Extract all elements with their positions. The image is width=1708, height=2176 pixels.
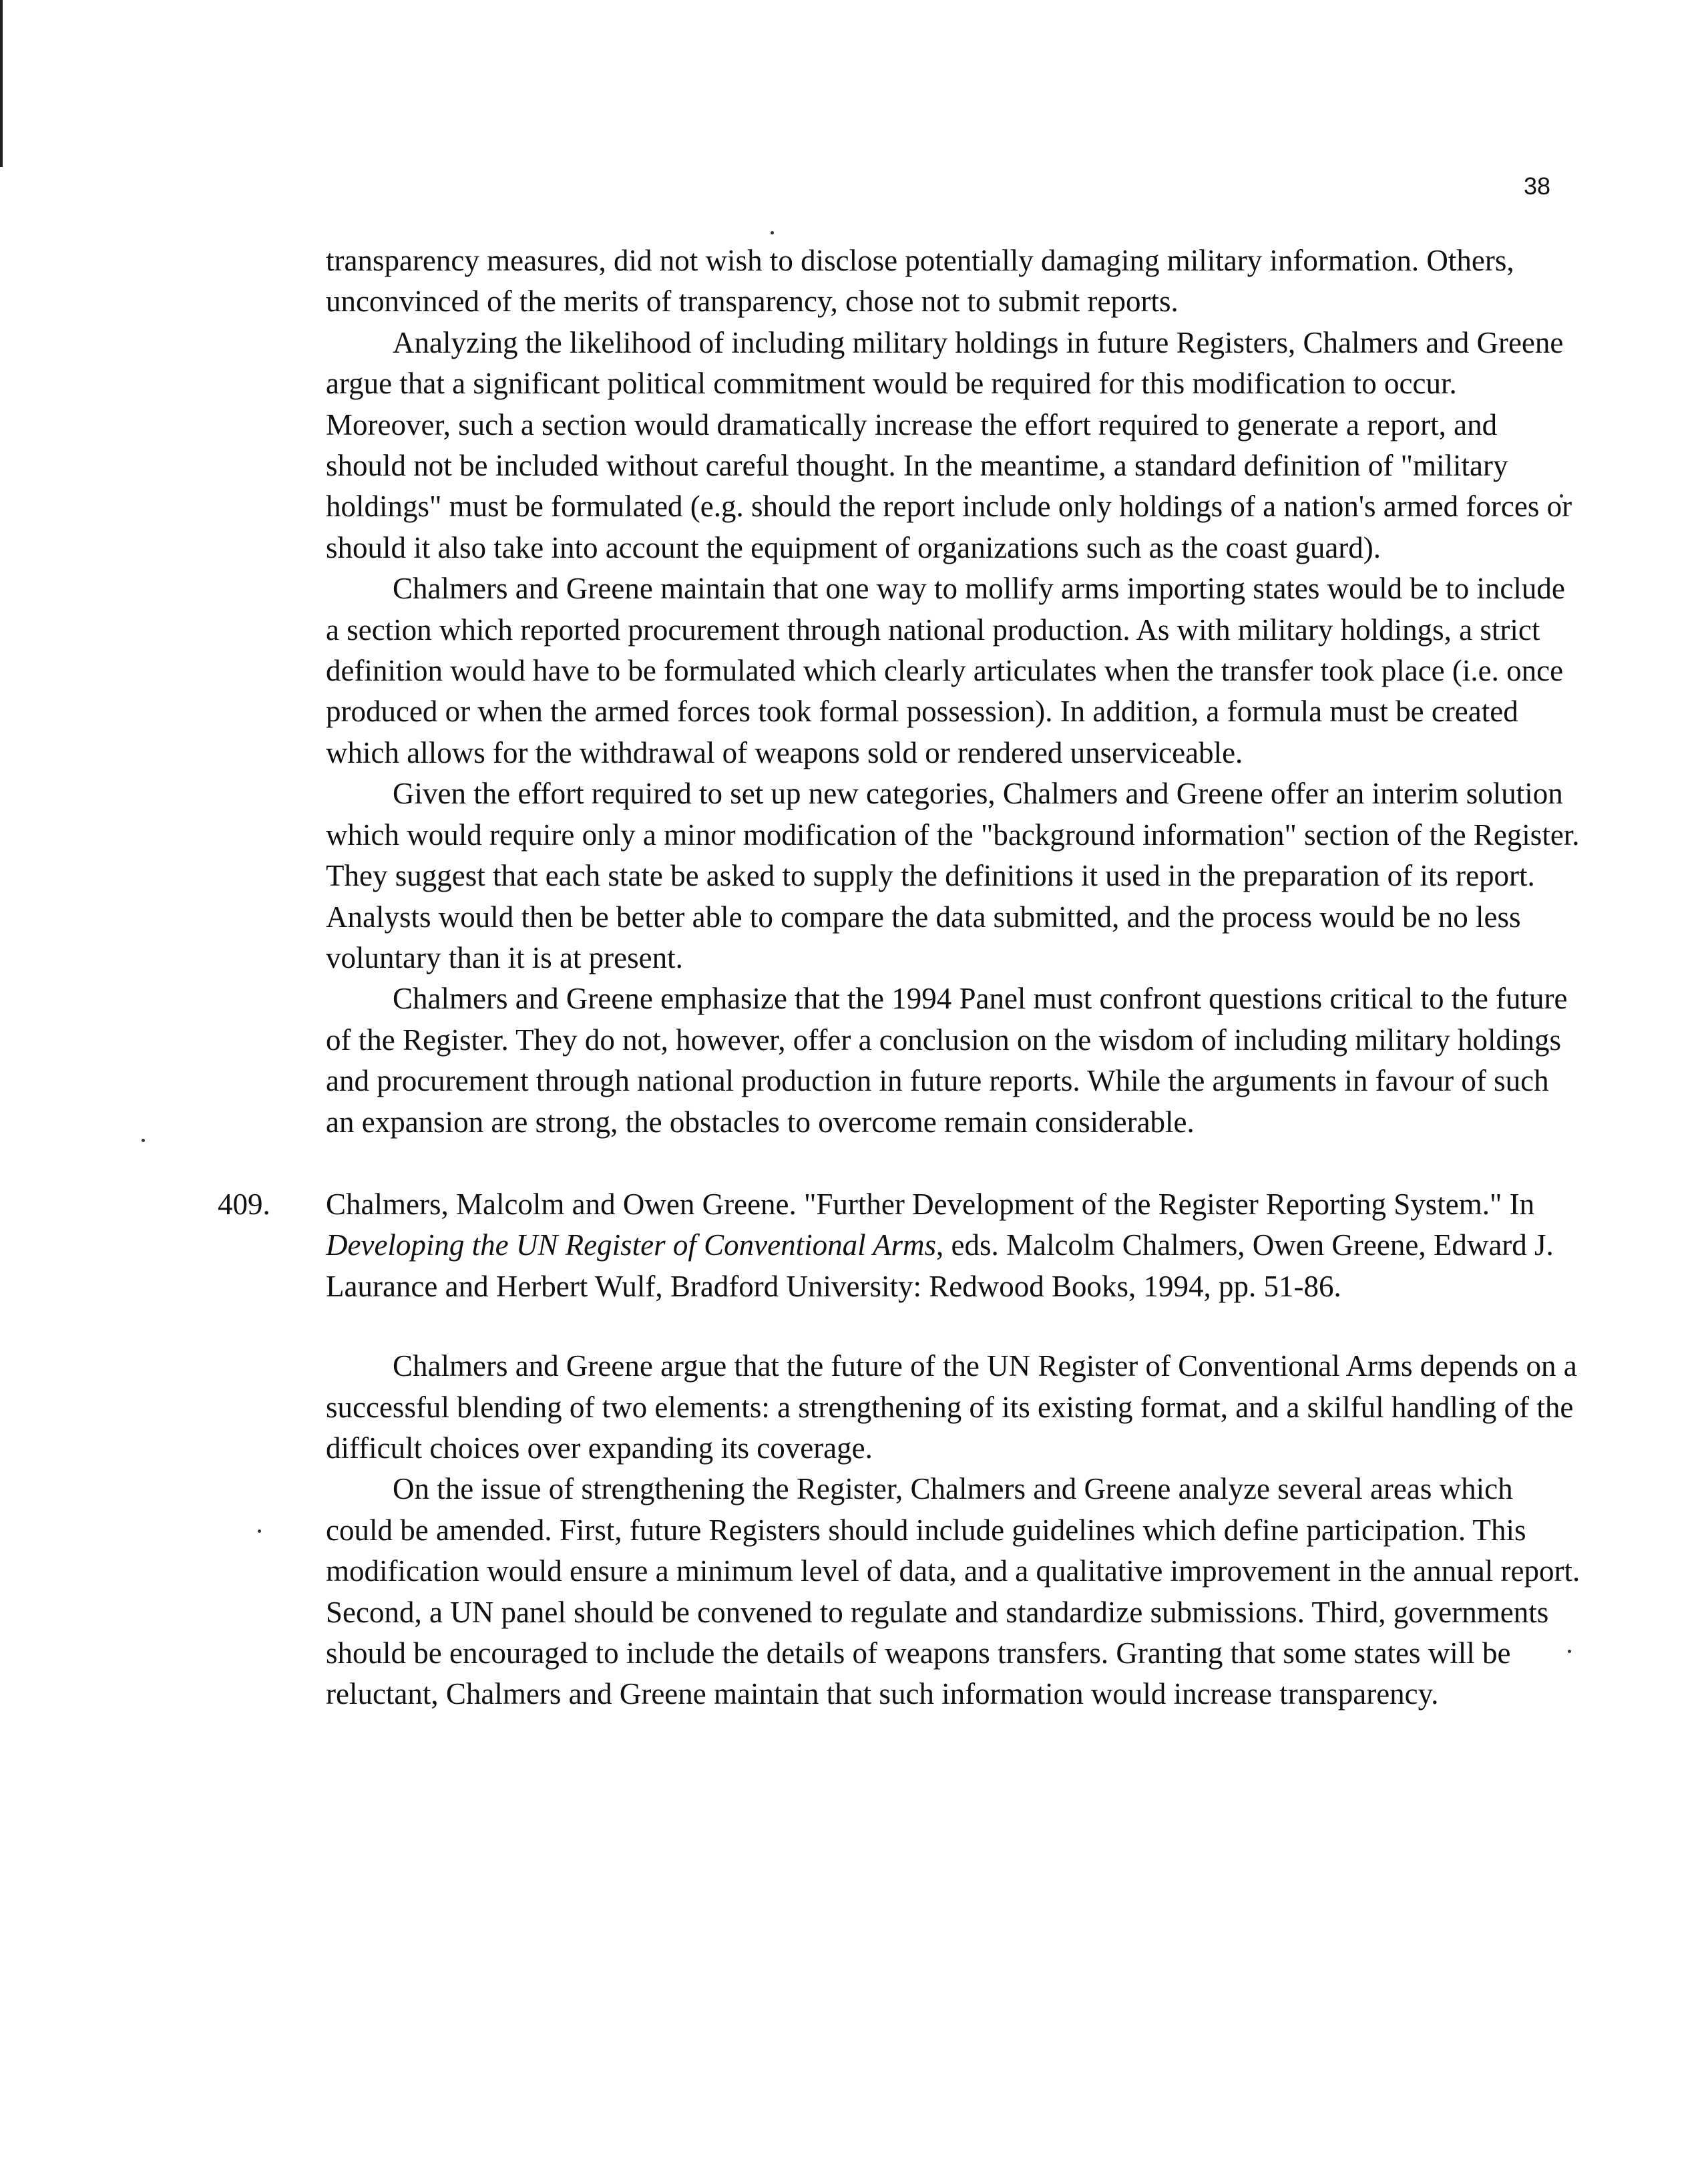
scan-edge-line xyxy=(0,0,3,167)
body-paragraph: Given the effort required to set up new categories, Chalmers and Greene offer an interim solution which would require only a minor modification of the "background information" section of the Register. They suggest that each state be asked to supply the definitions it used in the preparation of its report. Analysts would then be better able to compare the data submitted, and the process would be no less voluntary than it is at present. xyxy=(326,777,1580,974)
body-paragraph: Analyzing the likelihood of including military holdings in future Registers, Chalmers and Greene argue that a significant political commitment would be required for this modification to occur. Moreover, such a section would dramatically increase the effort required to generate a report, and should not be included without careful thought. In the meantime, a standard definition of "military holdings" must be formulated (e.g. should the report include only holdings of a nation's armed forces or should it also take into account the equipment of organizations such as the coast guard). xyxy=(326,325,1572,564)
body-paragraph: transparency measures, did not wish to disclose potentially damaging military information. Others, unconvinced of the merits of transparency, chose not to submit reports. xyxy=(326,244,1514,319)
entry-book-title: Developing the UN Register of Conventional Arms xyxy=(326,1228,937,1262)
entry-publication-details: , eds. Malcolm Chalmers, Owen Greene, Edward J. Laurance and Herbert Wulf, Bradford University: Redwood Books, 1994, pp. 51-86. xyxy=(326,1228,1554,1303)
bibliography-entry xyxy=(218,1184,1581,1307)
body-paragraph: Chalmers and Greene maintain that one way to mollify arms importing states would be to include a section which reported procurement through national production. As with military holdings, a strict definition would have to be formulated which clearly articulates when the transfer took place (i.e. once produced or when the armed forces took formal possession). In addition, a formula must be created which allows for the withdrawal of weapons sold or rendered unserviceable. xyxy=(326,572,1565,769)
body-paragraph: Chalmers and Greene argue that the future of the UN Register of Conventional Arms depends on a successful blending of two elements: a strengthening of its existing format, and a skilful handling of the difficult choices over expanding its coverage. xyxy=(326,1349,1577,1465)
body-paragraph: On the issue of strengthening the Register, Chalmers and Greene analyze several areas which could be amended. First, future Registers should include guidelines which define participation. This modification would ensure a minimum level of data, and a qualitative improvement in the annual report. Second, a UN panel should be convened to regulate and standardize submissions. Third, governments should be encouraged to include the details of weapons transfers. Granting that some states will be reluctant, Chalmers and Greene maintain that such information would increase transparency. xyxy=(326,1472,1580,1711)
scan-speck xyxy=(142,1139,145,1142)
scan-speck xyxy=(258,1529,261,1533)
page-body xyxy=(218,240,1581,1715)
spacer xyxy=(326,1307,1581,1346)
entry-number: 409. xyxy=(218,1187,270,1221)
entry-title: "Further Development of the Register Reporting System." xyxy=(804,1187,1502,1221)
page-number: 38 xyxy=(1524,172,1551,200)
entry-text xyxy=(326,1184,1581,1307)
entry-in-label: In xyxy=(1502,1187,1535,1221)
scan-speck xyxy=(771,231,774,234)
body-paragraph: Chalmers and Greene emphasize that the 1994 Panel must confront questions critical to the future of the Register. They do not, however, offer a conclusion on the wisdom of including military holdings and procurement through national production in future reports. While the arguments in favour of such an expansion are strong, the obstacles to overcome remain considerable. xyxy=(326,982,1568,1139)
entry-authors: Chalmers, Malcolm and Owen Greene. xyxy=(326,1187,805,1221)
